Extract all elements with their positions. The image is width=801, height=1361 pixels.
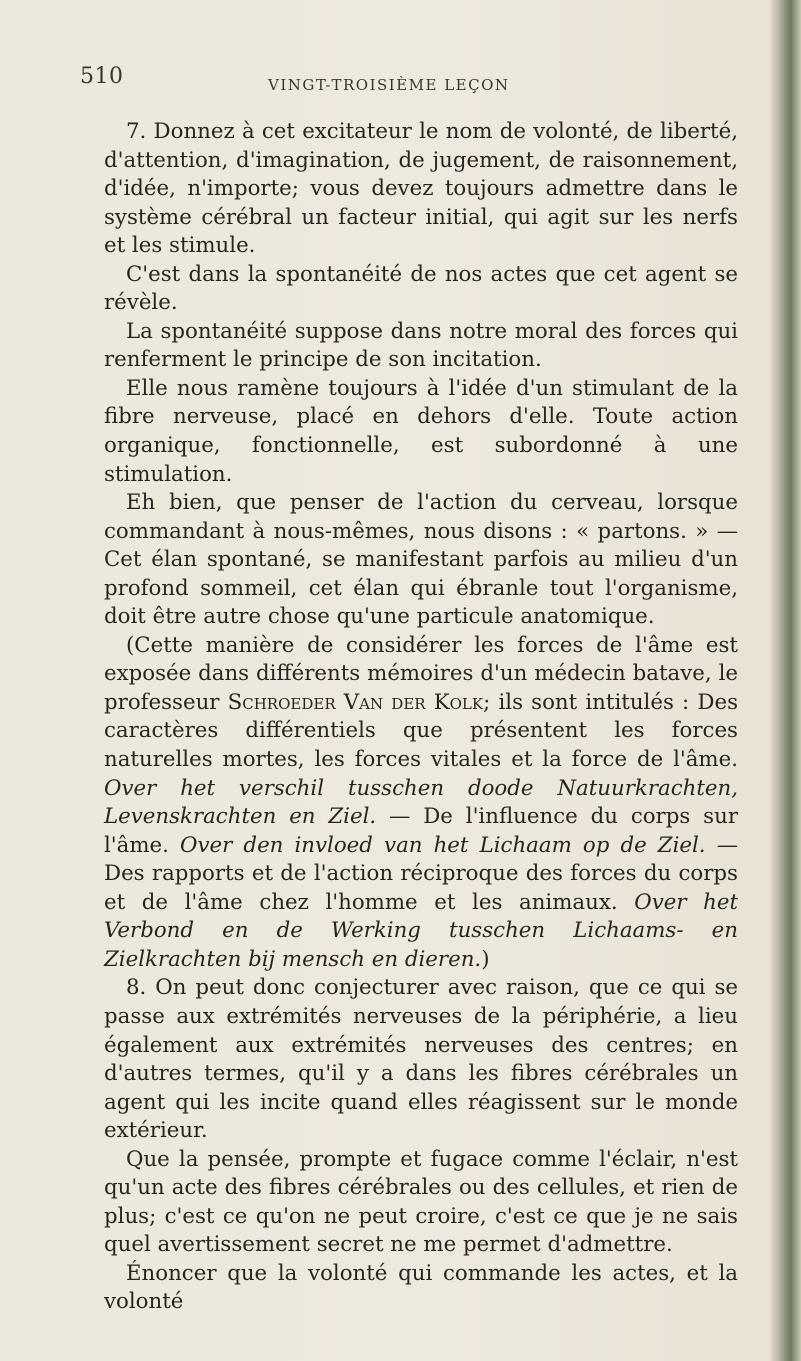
paragraph: C'est dans la spontanéité de nos actes que cet agent se révèle. — [104, 261, 738, 316]
paragraph: Que la pensée, prompte et fugace comme l'éclair, n'est qu'un acte des fibres cérébrales ou des cellules, et rien de plus; c'est ce qu'on ne peut croire, c'est ce que je ne sais quel avertissement secret ne me permet d'admettre. — [104, 1146, 738, 1258]
dutch-title: Over het verschil tusschen doode Natuurkrachten, Levenskrachten en Ziel. — [104, 775, 738, 830]
paragraph: Énoncer que la volonté qui commande les actes, et la volonté — [104, 1260, 738, 1315]
book-binding-edge — [775, 0, 801, 1361]
running-title: VINGT-TROISIÈME LEÇON — [268, 76, 510, 94]
note-text: ; ils sont intitulés : Des caractères différentiels que présentent les forces naturelles mortes, les forces vitales et la force de l'âme. — [104, 689, 739, 773]
page-number: 510 — [80, 64, 124, 89]
paragraph: La spontanéité suppose dans notre moral des forces qui renferment le principe de son incitation. — [104, 318, 738, 373]
dutch-title: Over den invloed van het Lichaam op de Ziel. — [180, 832, 706, 858]
paragraph: 7. Donnez à cet excitateur le nom de volonté, de liberté, d'attention, d'imagination, de jugement, de raisonnement, d'idée, n'importe; vous devez toujours admettre dans le système cérébral un facteur initial, qui agit sur les nerfs et les stimule. — [104, 119, 738, 259]
paragraph: Eh bien, que penser de l'action du cerveau, lorsque commandant à nous-mêmes, nous disons : « partons. » — Cet élan spontané, se manifestant parfois au milieu d'un profond sommeil, cet élan qui ébranle tout l'organisme, doit être autre chose qu'une particule anatomique. — [104, 490, 738, 630]
dutch-title: Over het Verbond en de Werking tusschen Lichaams- en Zielkrachten bij mensch en dieren. — [104, 889, 738, 972]
note-text: ) — [481, 946, 490, 972]
paragraph: Elle nous ramène toujours à l'idée d'un stimulant de la fibre nerveuse, placé en dehors d'elle. Toute action organique, fonctionnelle, est subordonné à une stimulation. — [104, 375, 738, 487]
note-text: — Des rapports et de l'action réciproque des forces du corps et de l'âme chez l'homme et les animaux. — [104, 832, 738, 915]
paragraph-note — [104, 632, 738, 975]
paragraph: 8. On peut donc conjecturer avec raison, que ce qui se passe aux extrémités nerveuses de la périphérie, a lieu également aux extrémités nerveuses des centres; en d'autres termes, qu'il y a dans les fibres cérébrales un agent qui les incite quand elles réagissent sur le monde extérieur. — [104, 975, 738, 1144]
note-text: — De l'influence du corps sur l'âme. — [104, 804, 738, 858]
body-text — [104, 118, 738, 1317]
page-header — [0, 64, 770, 104]
note-text: (Cette manière de considérer les forces de l'âme est exposée dans différents mémoires d'un médecin batave, le professeur — [104, 632, 738, 715]
author-name: Schroeder Van der Kolk — [227, 689, 484, 715]
